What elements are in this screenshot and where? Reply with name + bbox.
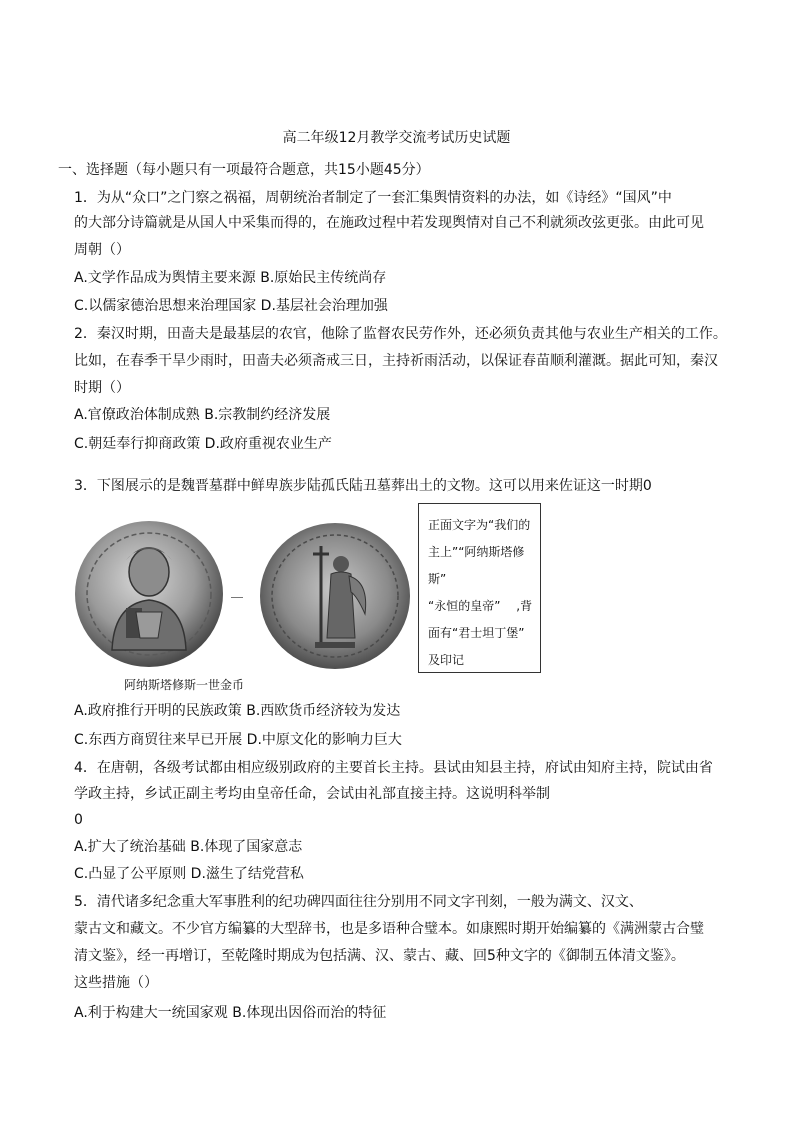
coin-label: 阿纳斯塔修斯一世金币	[124, 678, 245, 692]
q4-stem-line-3: 0	[74, 812, 83, 828]
q2-stem-line-2: 比如，在春季干旱少雨时，田啬夫必须斋戒三日，主持祈雨活动，以保证春苗顺利灌溉。据此可知，秦汉	[74, 353, 718, 369]
q5-options-ab: A.利于构建大一统国家观 B.体现出因俗而治的特征	[74, 1005, 387, 1021]
q1-stem-line-3: 周朝（）	[74, 242, 130, 258]
q3-stem: 3．下图展示的是魏晋墓群中鲜卑族步陆孤氏陆丑墓葬出土的文物。这可以用来佐证这一时期0	[74, 478, 652, 494]
q4-options-cd: C.凸显了公平原则 D.滋生了结党营私	[74, 866, 304, 882]
caption-line-5: 面有“君士坦丁堡”	[428, 626, 525, 640]
coin-reverse-image	[259, 522, 411, 670]
page-title: 高二年级12月教学交流考试历史试题	[282, 130, 511, 146]
q2-stem-line-1: 2．秦汉时期，田啬夫是最基层的农官，他除了监督农民劳作外，还必须负责其他与农业生产相关的工作。	[74, 326, 727, 342]
q4-stem-line-1: 4．在唐朝，各级考试都由相应级别政府的主要首长主持。县试由知县主持，府试由知府主持，院试由省	[74, 760, 713, 776]
caption-line-2: 主上”“阿纳斯塔修	[428, 545, 525, 559]
coin-obverse-image	[74, 520, 224, 668]
q5-stem-line-4: 这些措施（）	[74, 975, 158, 991]
coin-caption-box	[418, 503, 541, 673]
caption-line-6: 及印记	[428, 653, 465, 667]
caption-line-1: 正面文字为“我们的	[428, 518, 531, 532]
q4-options-ab: A.扩大了统治基础 B.体现了国家意志	[74, 839, 303, 855]
q2-stem-line-3: 时期（）	[74, 380, 130, 396]
section-heading: 一、选择题（每小题只有一项最符合题意，共15小题45分）	[58, 162, 430, 178]
q5-stem-line-2: 蒙古文和藏文。不少官方编纂的大型辞书，也是多语种合璧本。如康熙时期开始编纂的《满洲蒙古合璧	[74, 921, 704, 937]
q1-options-ab: A.文学作品成为舆情主要来源 B.原始民主传统尚存	[74, 270, 387, 286]
caption-line-3: 斯”	[428, 572, 447, 586]
q2-options-cd: C.朝廷奉行抑商政策 D.政府重视农业生产	[74, 436, 332, 452]
q3-options-cd: C.东西方商贸往来早已开展 D.中原文化的影响力巨大	[74, 732, 402, 748]
q5-stem-line-3: 清文鉴》，经一再增订，至乾隆时期成为包括满、汉、蒙古、藏、回5种文字的《御制五体清文鉴》。	[74, 948, 685, 964]
q3-options-ab: A.政府推行开明的民族政策 B.西欧货币经济较为发达	[74, 703, 401, 719]
q2-options-ab: A.官僚政治体制成熟 B.宗教制约经济发展	[74, 407, 331, 423]
q1-stem-line-1: 1．为从“众口”之门察之祸福，周朝统治者制定了一套汇集舆情资料的办法，如《诗经》“国风”中	[74, 190, 672, 206]
q5-stem-line-1: 5．清代诸多纪念重大军事胜利的纪功碑四面往往分别用不同文字刊刻，一般为满文、汉文、	[74, 894, 643, 910]
q1-stem-line-2: 的大部分诗篇就是从国人中采集而得的，在施政过程中若发现舆情对自己不利就须改弦更张。由此可见	[74, 215, 704, 231]
coin-separator	[231, 597, 243, 598]
q4-stem-line-2: 学政主持，乡试正副主考均由皇帝任命，会试由礼部直接主持。这说明科举制	[74, 786, 550, 802]
q1-options-cd: C.以儒家德治思想来治理国家 D.基层社会治理加强	[74, 298, 388, 314]
caption-line-4: “永恒的皇帝” ,背	[428, 599, 533, 613]
